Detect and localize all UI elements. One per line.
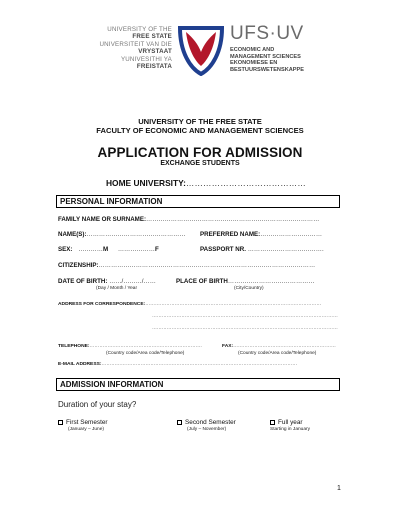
address-label: ADDRESS FOR CORRESPONDENCE: [58, 302, 146, 307]
wordmark-line: UNIVERSITY OF THE [107, 26, 172, 33]
ufs-uv-title: UFS·UV [230, 23, 304, 44]
names-dots[interactable]: ………………………………………… [86, 231, 186, 238]
faculty-line: ECONOMIC AND [230, 47, 275, 53]
date-of-birth-field[interactable] [58, 278, 156, 285]
wordmark-line: VRYSTAAT [138, 48, 172, 56]
pob-label: PLACE OF BIRTH [176, 278, 228, 285]
second-semester-checkbox[interactable] [177, 420, 182, 425]
email-label: E-MAIL ADDRESS: [58, 362, 102, 367]
full-year-checkbox[interactable] [270, 420, 275, 425]
first-semester-checkbox[interactable] [58, 420, 63, 425]
wordmark-line: FREISTATA [136, 63, 172, 71]
wordmark-line: FREE STATE [132, 33, 172, 41]
telephone-field[interactable] [58, 344, 202, 349]
sex-male-option: M [102, 246, 109, 253]
sex-label: SEX: [58, 246, 73, 253]
option-second-semester[interactable] [177, 419, 236, 426]
fax-hint: (Country code/Area code/Telephone) [238, 351, 317, 356]
passport-dots[interactable]: ………………………………. [247, 246, 324, 253]
admission-info-heading: ADMISSION INFORMATION [56, 378, 340, 391]
dob-label: DATE OF BIRTH: [58, 278, 108, 285]
address-line-2[interactable]: …………………………………………………………………………………………………… [152, 314, 338, 319]
place-of-birth-field[interactable] [176, 278, 315, 285]
email-field[interactable] [58, 362, 297, 367]
faculty-line: EKONOMIESE EN [230, 60, 278, 67]
dob-dots[interactable]: ……/………/…… [109, 278, 156, 285]
preferred-name-field[interactable] [200, 231, 322, 238]
passport-field[interactable] [200, 246, 324, 253]
telephone-dots[interactable]: …………………………………………………………… [89, 344, 203, 349]
names-field[interactable] [58, 231, 186, 238]
second-semester-hint: (July – November) [187, 427, 227, 432]
pob-dots[interactable]: …………………………………… [227, 278, 315, 285]
fax-dots[interactable]: ……………………………………………………… [233, 344, 336, 349]
sex-female-option: F [154, 246, 159, 253]
faculty-line: BESTUURSWETENSKAPPE [230, 66, 304, 73]
citizenship-field[interactable] [58, 262, 315, 269]
citizenship-dots[interactable]: …………………………………………………………………………………………… [98, 262, 316, 269]
full-year-hint: Starting in January [270, 427, 310, 432]
sex-female-dots[interactable]: ……………… [117, 246, 155, 253]
option-first-semester[interactable] [58, 419, 108, 426]
faculty-wordmark [230, 24, 304, 73]
fax-label: FAX: [222, 344, 234, 349]
option-full-year[interactable] [270, 419, 303, 426]
address-field[interactable] [58, 302, 321, 307]
names-label: NAME(S): [58, 231, 87, 238]
address-dots[interactable]: ……………………………………………………………………………………………… [145, 302, 322, 307]
family-name-field[interactable] [58, 216, 319, 223]
personal-info-heading: PERSONAL INFORMATION [56, 195, 340, 208]
sex-male-dots[interactable]: ………… [78, 246, 103, 253]
wordmark-line: UNIVERSITEIT VAN DIE [99, 40, 172, 48]
telephone-hint: (Country code/Area code/Telephone) [106, 351, 185, 356]
duration-question: Duration of your stay? [58, 400, 137, 409]
fax-field[interactable] [222, 344, 336, 349]
home-university-label: HOME UNIVERSITY: [106, 178, 186, 188]
family-name-label: FAMILY NAME OR SURNAME: [58, 216, 147, 223]
passport-label: PASSPORT NR. [200, 246, 246, 253]
ufs-seal-logo [176, 22, 226, 76]
full-year-label: Full year [278, 419, 303, 426]
faculty-name-lines [230, 47, 304, 73]
university-wordmark [92, 26, 172, 70]
address-line-3[interactable]: …………………………………………………………………………………………………… [152, 326, 338, 331]
first-semester-label: First Semester [66, 419, 108, 426]
home-university-field[interactable] [106, 178, 306, 188]
university-name: UNIVERSITY OF THE FREE STATE [138, 117, 262, 126]
page-number: 1 [337, 485, 341, 492]
preferred-name-dots[interactable]: ………………………… [260, 231, 323, 238]
pob-hint: (City/Country) [234, 286, 264, 291]
citizenship-label: CITIZENSHIP: [58, 262, 99, 269]
telephone-label: TELEPHONE: [58, 344, 90, 349]
second-semester-label: Second Semester [185, 419, 236, 426]
page-subtitle: EXCHANGE STUDENTS [160, 160, 240, 167]
dob-hint: (Day / Month / Year [96, 286, 138, 291]
faculty-line: MANAGEMENT SCIENCES [230, 53, 301, 60]
first-semester-hint: (January – June) [68, 427, 104, 432]
home-university-dots[interactable]: …………………………………… [185, 178, 306, 188]
preferred-name-label: PREFERRED NAME: [200, 231, 261, 238]
page-title: APPLICATION FOR ADMISSION [97, 145, 303, 160]
email-dots[interactable]: ………………………………………………………………………………………………………… [101, 362, 298, 367]
family-name-dots[interactable]: ………………………………………………………………………… [146, 216, 320, 223]
faculty-name: FACULTY OF ECONOMIC AND MANAGEMENT SCIENCES [96, 126, 304, 135]
wordmark-line: YUNIVESITHI YA [120, 55, 172, 63]
sex-field[interactable] [58, 246, 159, 253]
